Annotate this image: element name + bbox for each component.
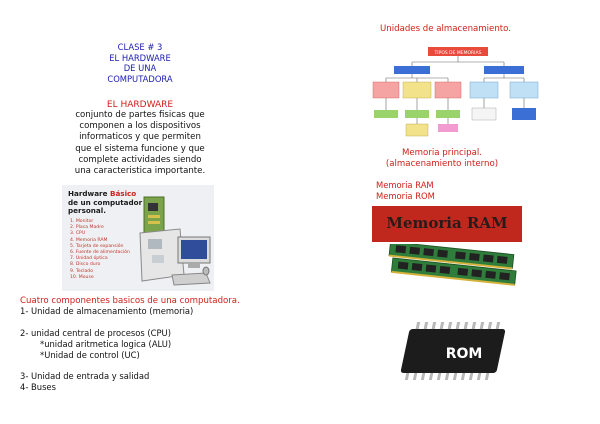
rom-label: Memoria ROM bbox=[376, 190, 435, 201]
ram-banner-text: Memoria RAM bbox=[386, 214, 508, 232]
hardware-description bbox=[60, 110, 220, 177]
list-item: 6. Fuente de alimentación bbox=[70, 250, 130, 256]
class-title-line: COMPUTADORA bbox=[107, 73, 173, 84]
class-title-line: DE UNA bbox=[123, 63, 157, 74]
diagram-root-label: TIPOS DE MEMORIAS bbox=[434, 51, 482, 56]
ram-label: Memoria RAM bbox=[376, 180, 434, 190]
list-item: 9. Teclado bbox=[70, 268, 94, 274]
desc-line: componen a los dispositivos bbox=[79, 121, 201, 132]
title-part: personal. bbox=[68, 206, 106, 215]
class-title-line: EL HARDWARE bbox=[109, 52, 171, 63]
main-memory-line: (almacenamiento interno) bbox=[385, 158, 499, 169]
desc-line: conjunto de partes fisicas que bbox=[75, 110, 205, 120]
list-item: 4. Memoria RAM bbox=[70, 237, 108, 243]
list-item: 3. CPU bbox=[70, 231, 86, 237]
main-memory-line: Memoria principal. bbox=[401, 148, 483, 158]
class-title-line: CLASE # 3 bbox=[117, 42, 163, 52]
ram-banner bbox=[372, 206, 522, 242]
class-title bbox=[85, 42, 195, 84]
desc-line: una caracteristica importante. bbox=[74, 166, 206, 177]
desc-line: que el sistema funcione y que bbox=[75, 143, 205, 154]
component-line: *unidad aritmetica logica (ALU) bbox=[40, 339, 172, 349]
component-line: *Unidad de control (UC) bbox=[40, 350, 140, 360]
four-components-heading: Cuatro componentes basicos de una computadora. bbox=[20, 296, 240, 306]
title-part: de un computador bbox=[68, 197, 143, 207]
list-item: 10. Mouse bbox=[70, 274, 94, 280]
rom-chip-label: ROM bbox=[445, 346, 483, 362]
memory-diagram-svg bbox=[372, 44, 544, 141]
list-item: 1. Monitor bbox=[70, 219, 94, 224]
storage-units-heading: Unidades de almacenamiento. bbox=[380, 24, 511, 34]
list-item: 2. Placa Madre bbox=[70, 225, 104, 231]
rom-chip-image bbox=[396, 318, 520, 384]
component-line: 2- unidad central de procesos (CPU) bbox=[20, 328, 171, 338]
main-memory-heading bbox=[372, 148, 512, 169]
hardware-basic-image bbox=[62, 185, 214, 291]
hardware-parts-list bbox=[70, 219, 130, 281]
hardware-heading: EL HARDWARE bbox=[106, 100, 174, 110]
memory-labels bbox=[376, 180, 435, 201]
list-item: 7. Unidad óptica bbox=[70, 256, 108, 262]
desc-line: complete actividades siendo bbox=[78, 154, 202, 165]
title-part-red: Básico bbox=[109, 189, 137, 198]
component-line: 4- Buses bbox=[20, 382, 56, 392]
ram-modules-image bbox=[380, 244, 520, 294]
memory-types-diagram bbox=[372, 44, 544, 141]
desc-line: informaticos y que permiten bbox=[79, 132, 201, 143]
title-part: Hardware bbox=[68, 189, 110, 198]
component-line: 3- Unidad de entrada y salidad bbox=[20, 371, 150, 381]
computer-illustration bbox=[122, 193, 214, 289]
component-line: 1- Unidad de almacenamiento (memoria) bbox=[20, 306, 194, 316]
list-item: 8. Disco duro bbox=[70, 262, 101, 268]
list-item: 5. Tarjeta de expansión bbox=[70, 243, 124, 249]
